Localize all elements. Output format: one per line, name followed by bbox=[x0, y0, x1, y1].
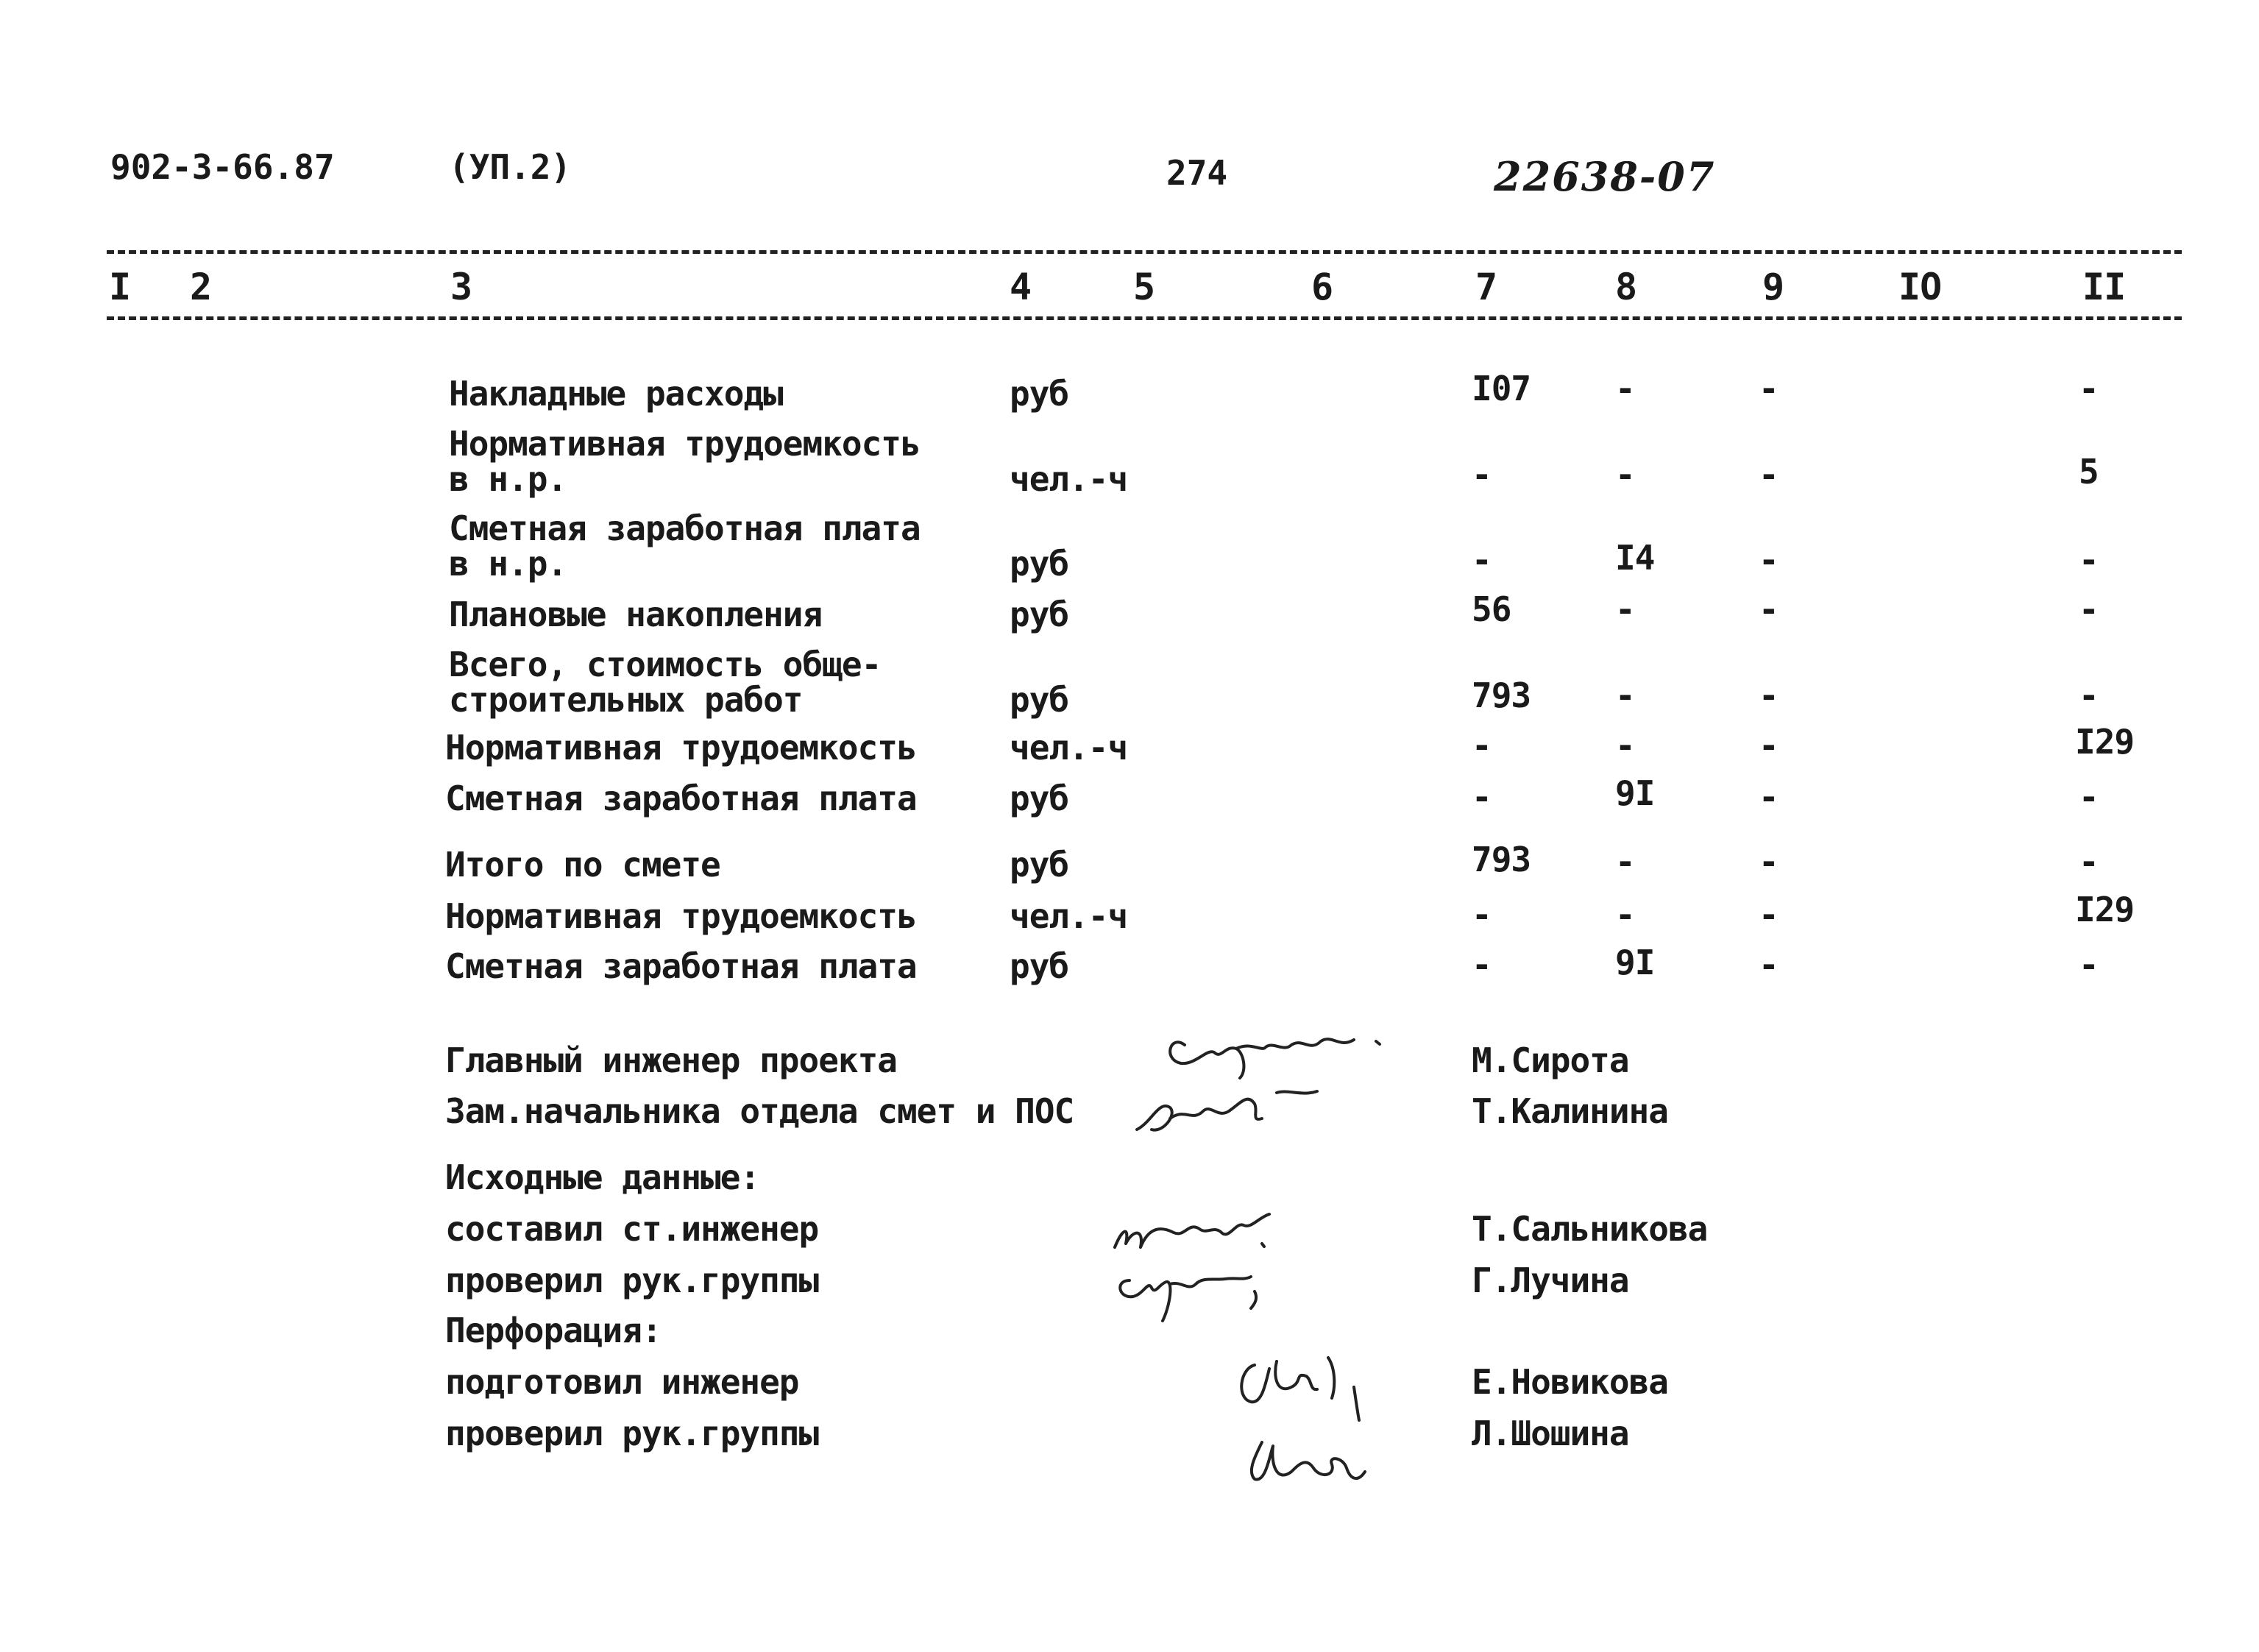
row-description: Плановые накопления bbox=[449, 595, 823, 634]
sig-name-deputy-head: Т.Калинина bbox=[1472, 1091, 1668, 1131]
row-description-cont: в н.р. bbox=[449, 459, 567, 499]
sig-name-checked-by: Г.Лучина bbox=[1472, 1261, 1629, 1300]
row-unit: руб bbox=[1010, 779, 1069, 818]
col-head-10: IO bbox=[1898, 266, 1942, 308]
row-col8: - bbox=[1615, 895, 1635, 935]
row-col7: - bbox=[1472, 777, 1492, 817]
row-col11: - bbox=[2079, 842, 2099, 882]
row-col9: - bbox=[1759, 777, 1779, 817]
row-col8: - bbox=[1615, 589, 1635, 629]
handwritten-signature-checked-by bbox=[1107, 1251, 1284, 1332]
col-head-5: 5 bbox=[1133, 266, 1155, 308]
sig-name-prepared-by: Е.Новикова bbox=[1472, 1362, 1668, 1402]
row-col8: - bbox=[1615, 842, 1635, 882]
row-col11: 5 bbox=[2079, 452, 2099, 492]
row-col7: 793 bbox=[1472, 840, 1531, 879]
top-dashed-rule bbox=[107, 250, 2182, 254]
row-description: Накладные расходы bbox=[449, 374, 783, 414]
row-unit: чел.-ч bbox=[1010, 728, 1128, 767]
col-head-9: 9 bbox=[1762, 266, 1784, 308]
sig-name-compiled-by: Т.Сальникова bbox=[1472, 1209, 1708, 1249]
row-unit: чел.-ч bbox=[1010, 459, 1128, 499]
row-description: Нормативная трудоемкость bbox=[445, 728, 917, 767]
sig-name-chief-engineer: М.Сирота bbox=[1472, 1041, 1629, 1080]
row-col7: 793 bbox=[1472, 676, 1531, 715]
row-col8: I4 bbox=[1615, 538, 1655, 578]
row-col9: - bbox=[1759, 945, 1779, 985]
row-col7: - bbox=[1472, 895, 1492, 935]
row-description: Сметная заработная плата bbox=[449, 508, 921, 548]
sig-role-prepared-by: подготовил инженер bbox=[445, 1362, 799, 1402]
row-col7: - bbox=[1472, 540, 1492, 580]
row-description: Нормативная трудоемкость bbox=[449, 424, 921, 464]
row-description: Всего, стоимость обще- bbox=[449, 645, 882, 684]
row-col11: - bbox=[2079, 369, 2099, 408]
handwritten-signature-deputy-head bbox=[1130, 1078, 1328, 1144]
row-col9: - bbox=[1759, 842, 1779, 882]
row-col11: - bbox=[2079, 589, 2099, 629]
row-description: Итого по смете bbox=[445, 845, 720, 885]
row-unit: руб bbox=[1010, 845, 1069, 885]
row-col9: - bbox=[1759, 455, 1779, 494]
sig-role-checked-by: проверил рук.группы bbox=[445, 1261, 819, 1300]
doc-code: 902-3-66.87 bbox=[110, 147, 335, 187]
row-col9: - bbox=[1759, 589, 1779, 629]
row-col8: - bbox=[1615, 369, 1635, 408]
row-col11: - bbox=[2079, 676, 2099, 715]
col-head-7: 7 bbox=[1475, 266, 1497, 308]
row-col8: - bbox=[1615, 676, 1635, 715]
row-col8: - bbox=[1615, 455, 1635, 494]
row-col11: - bbox=[2079, 777, 2099, 817]
row-description: Нормативная трудоемкость bbox=[445, 896, 917, 936]
col-head-1: I bbox=[109, 266, 131, 308]
row-col7: - bbox=[1472, 945, 1492, 985]
sig-role-checked-by-2: проверил рук.группы bbox=[445, 1414, 819, 1453]
row-col9: - bbox=[1759, 676, 1779, 715]
row-col7: 56 bbox=[1472, 589, 1511, 629]
row-col7: I07 bbox=[1472, 369, 1531, 408]
col-head-8: 8 bbox=[1615, 266, 1637, 308]
sig-role-chief-engineer: Главный инженер проекта bbox=[445, 1041, 897, 1080]
row-col11: I29 bbox=[2075, 722, 2135, 762]
row-description-cont: строительных работ bbox=[449, 680, 803, 720]
row-description: Сметная заработная плата bbox=[445, 779, 917, 818]
row-col9: - bbox=[1759, 540, 1779, 580]
sig-role-compiled-by: составил ст.инженер bbox=[445, 1209, 819, 1249]
row-unit: руб bbox=[1010, 595, 1069, 634]
sig-section-perforation: Перфорация: bbox=[445, 1311, 662, 1350]
row-col7: - bbox=[1472, 455, 1492, 494]
row-col11: - bbox=[2079, 540, 2099, 580]
row-col9: - bbox=[1759, 726, 1779, 765]
handwritten-signature-compiled-by bbox=[1104, 1199, 1288, 1258]
row-col8: 9I bbox=[1615, 773, 1655, 813]
row-col8: - bbox=[1615, 726, 1635, 765]
col-head-4: 4 bbox=[1010, 266, 1032, 308]
header-bottom-dashed-rule bbox=[107, 316, 2182, 320]
sig-section-source-data: Исходные данные: bbox=[445, 1158, 760, 1197]
row-col11: - bbox=[2079, 945, 2099, 985]
row-col9: - bbox=[1759, 369, 1779, 408]
row-unit: руб bbox=[1010, 680, 1069, 720]
row-col7: - bbox=[1472, 726, 1492, 765]
row-unit: руб bbox=[1010, 374, 1069, 414]
row-col8: 9I bbox=[1615, 943, 1655, 982]
handwritten-signature-chief-engineer bbox=[1155, 1019, 1391, 1085]
row-unit: руб bbox=[1010, 946, 1069, 986]
row-col9: - bbox=[1759, 895, 1779, 935]
row-description-cont: в н.р. bbox=[449, 544, 567, 584]
col-head-3: 3 bbox=[450, 266, 472, 308]
row-unit: чел.-ч bbox=[1010, 896, 1128, 936]
col-head-11: II bbox=[2082, 266, 2126, 308]
handwritten-signature-prepared-by bbox=[1225, 1347, 1402, 1494]
page-number: 274 bbox=[1166, 153, 1228, 193]
row-unit: руб bbox=[1010, 544, 1069, 584]
col-head-6: 6 bbox=[1311, 266, 1333, 308]
col-head-2: 2 bbox=[190, 266, 212, 308]
handwritten-number: 22638-07 bbox=[1494, 153, 1716, 200]
sig-name-checked-by-2: Л.Шошина bbox=[1472, 1414, 1629, 1453]
row-col11: I29 bbox=[2075, 890, 2135, 929]
sig-role-deputy-head: Зам.начальника отдела смет и ПОС bbox=[445, 1091, 1074, 1131]
volume-label: (УП.2) bbox=[449, 147, 572, 187]
row-description: Сметная заработная плата bbox=[445, 946, 917, 986]
